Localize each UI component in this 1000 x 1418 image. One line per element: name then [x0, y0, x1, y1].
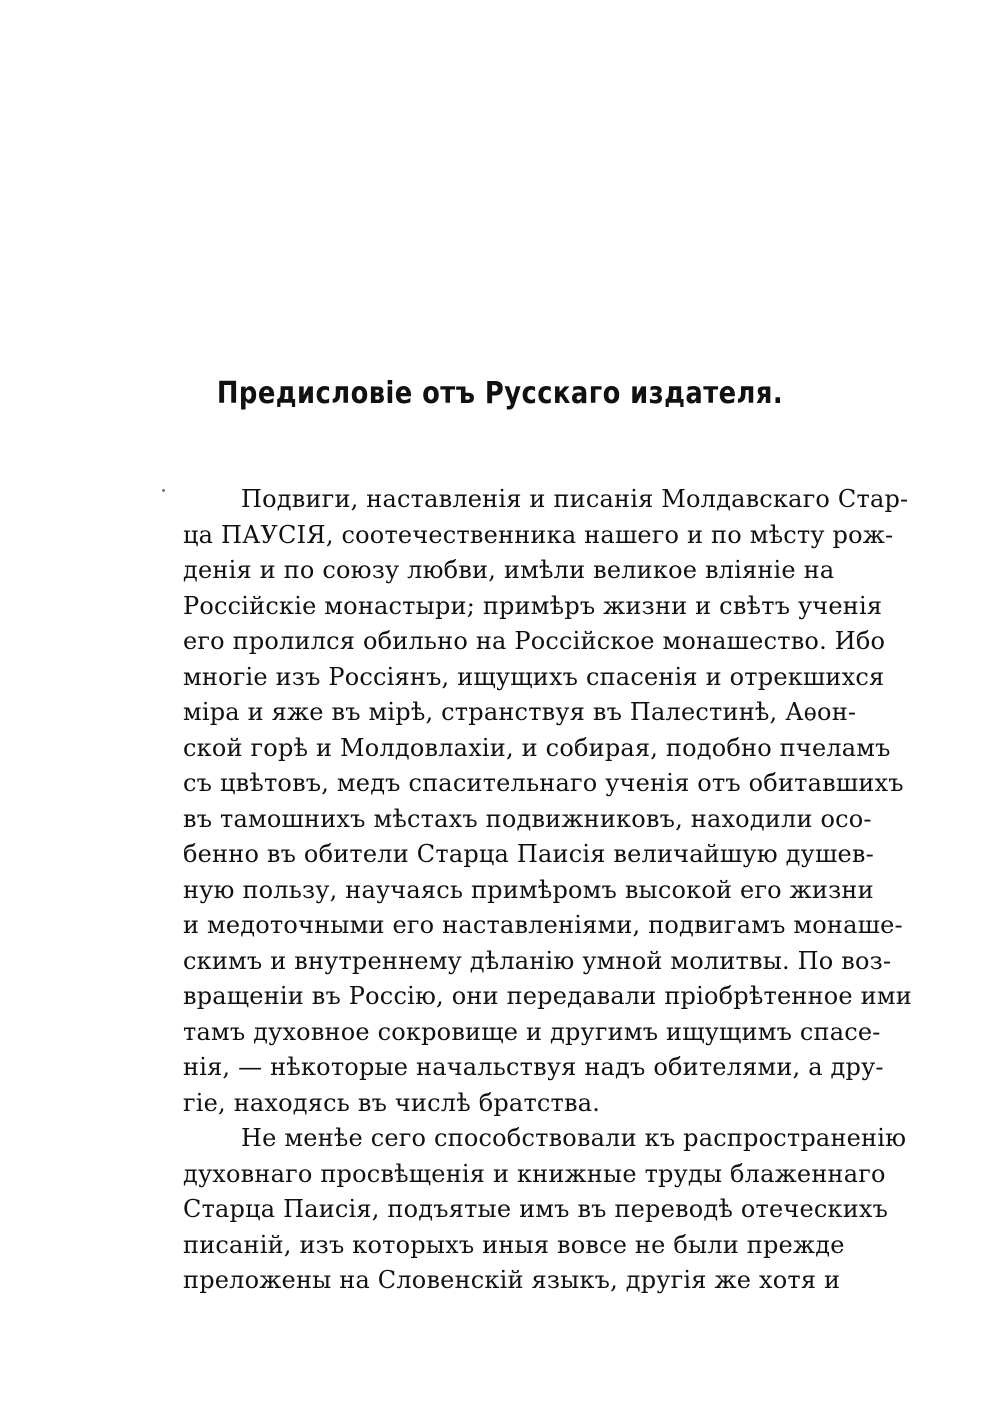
paragraph-1 — [183, 482, 912, 1121]
text-line: гіе, находясь въ числѣ братства. — [183, 1088, 601, 1117]
text-line: скимъ и внутреннему дѣланію умной молитвы. По воз- — [183, 946, 892, 975]
text-line: Старца Паисія, подъятые имъ въ переводѣ отеческихъ — [183, 1195, 889, 1223]
text-line: Подвиги, наставленія и писанія Молдавскаго Стар- — [241, 485, 909, 513]
page-title: Предисловіе отъ Русскаго издателя. — [216, 376, 784, 411]
body-text — [183, 482, 912, 1299]
text-line: духовнаго просвѣщенія и книжные труды блаженнаго — [183, 1159, 886, 1188]
text-line: денія и по союзу любви, имѣли великое вліяніе на — [183, 556, 835, 584]
text-line: писаній, изъ которыхъ иныя вовсе не были прежде — [183, 1230, 845, 1259]
text-line: ской горѣ и Молдовлахіи, и собирая, подобно пчеламъ — [183, 733, 891, 762]
text-line: Не менѣе сего способствовали къ распространенію — [241, 1124, 907, 1152]
text-line: въ тамошнихъ мѣстахъ подвижниковъ, находили осо- — [183, 804, 872, 833]
text-line: многіе изъ Россіянъ, ищущихъ спасенія и отрекшихся — [183, 662, 885, 691]
text-line: съ цвѣтовъ, медъ спасительнаго ученія отъ обитавшихъ — [183, 769, 904, 797]
text-line: ную пользу, научаясь примѣромъ высокой его жизни — [183, 875, 874, 904]
text-line: тамъ духовное сокровище и другимъ ищущимъ спасе- — [183, 1017, 881, 1046]
paragraph-2 — [183, 1121, 907, 1299]
text-line: его пролился обильно на Россійское монашество. Ибо — [183, 627, 886, 655]
text-line: бенно въ обители Старца Паисія величайшую душев- — [183, 840, 874, 868]
scan-speck — [162, 489, 165, 492]
text-line: Россійскіе монастыри; примѣръ жизни и свѣтъ ученія — [183, 591, 883, 620]
text-line: ца ПАУСІЯ, соотечественника нашего и по мѣсту рож- — [183, 520, 894, 549]
text-line: преложены на Словенскій языкъ, другія же хотя и — [183, 1266, 841, 1294]
text-line: вращеніи въ Россію, они передавали пріобрѣтенное ими — [183, 982, 912, 1010]
text-line: нія, — нѣкоторые начальствуя надъ обителями, а дру- — [183, 1053, 884, 1081]
text-line: міра и яже въ мірѣ, странствуя въ Палестинѣ, Аѳон- — [183, 698, 857, 726]
text-line: и медоточными его наставленіями, подвигамъ монаше- — [183, 911, 903, 939]
